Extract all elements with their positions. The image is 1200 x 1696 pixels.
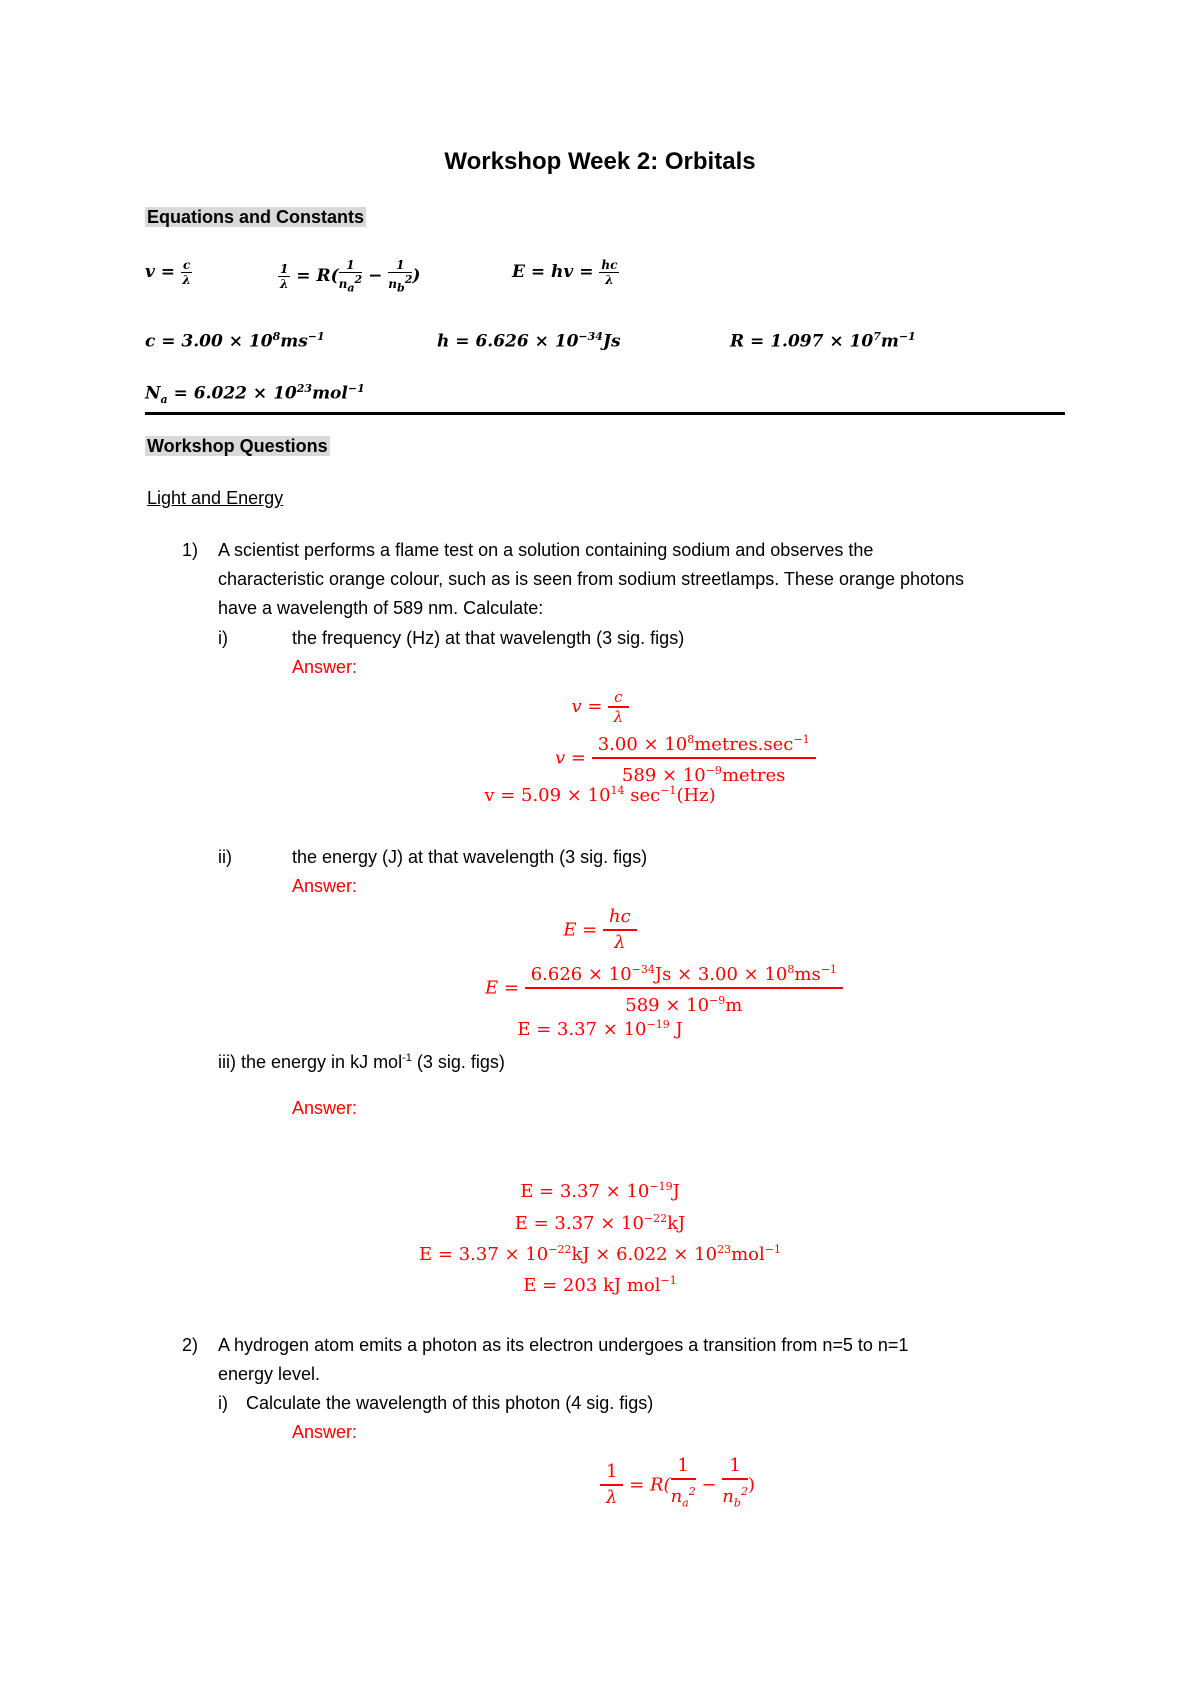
- q2-i-answer-label: Answer:: [292, 1422, 358, 1442]
- energy-equation: E = hv = $\frac{hc}{\lambda}$: [512, 258, 618, 287]
- frequency-equation: v = $\frac{c}{\lambda}$: [145, 258, 191, 287]
- q1-ii-eq1: E = $\frac{hc}{\lambda}$: [0, 905, 1200, 955]
- q2-rydberg-equation: $\frac{1}{\lambda}$ = R( $\frac{1}{n_a^2}$ − $\frac{1}{n_b^2}$ ): [600, 1454, 755, 1516]
- rydberg-constant: $R = 1.097 \times 10^7m^{-1}$: [730, 330, 916, 352]
- q1-text-line3: have a wavelength of 589 nm. Calculate:: [218, 598, 544, 618]
- q1-i-label: i): [218, 628, 228, 648]
- q1-ii-eq2: E = $\frac{6.626 \times 10^{-34}Js \times 3.00 \times 10^8ms^{-1}}{589 \times 10^{-9}m}$: [485, 958, 843, 1018]
- q1-text-line2: characteristic orange colour, such as is seen from sodium streetlamps. These orange photons: [218, 569, 965, 589]
- section-title: Light and Energy: [147, 488, 284, 508]
- q1-ii-eq3: $E = 3.37 \times 10^{-19}$ J: [517, 1018, 683, 1040]
- rydberg-equation: $\frac{1}{\lambda}$ = R( $\frac{1}{na2}$ − $\frac{1}{nb2}$ ): [279, 258, 421, 295]
- q1-i-eq1: v = $\frac{c}{\lambda}$: [0, 688, 1200, 726]
- q2-text-line1: A hydrogen atom emits a photon as its electron undergoes a transition from n=5 to n=1: [218, 1335, 909, 1355]
- q1-i-text: the frequency (Hz) at that wavelength (3 sig. figs): [292, 628, 685, 648]
- page-title: Workshop Week 2: Orbitals: [444, 148, 756, 175]
- q1-number: 1): [182, 540, 199, 560]
- q1-i-eq2: v = $\frac{3.00 \times 10^8metres.\sec^{-1}}{589 \times 10^{-9}metres}$: [555, 728, 816, 788]
- planck-constant: $h = 6.626 \times 10^{-34}Js$: [437, 330, 621, 352]
- c-over-lambda: $\frac{c}{\lambda}$: [182, 258, 191, 287]
- q1-iii-line2: $E = 3.37 \times 10^{-22}kJ$: [514, 1212, 686, 1234]
- q2-i-label: i): [218, 1393, 228, 1413]
- q1-iii-line3: $E = 3.37 \times 10^{-22}kJ \times 6.022 \times 10^{23}mol^{-1}$: [419, 1243, 781, 1265]
- questions-heading: Workshop Questions: [147, 436, 328, 456]
- horizontal-divider: [145, 412, 1065, 415]
- avogadro-constant: $N_a = 6.022 \times 10^{23}mol^{-1}$: [145, 382, 365, 407]
- q1-iii-line4: E = 203 kJ mol$^{-1}$: [523, 1274, 677, 1296]
- q1-i-answer-label: Answer:: [292, 657, 358, 677]
- equations-heading: Equations and Constants: [147, 207, 365, 227]
- q1-text-line1: A scientist performs a flame test on a solution containing sodium and observes the: [218, 540, 874, 560]
- q1-iii-text: iii) the energy in kJ mol$^{-1}$ (3 sig. figs): [218, 1052, 505, 1072]
- q1-ii-answer-label: Answer:: [292, 876, 358, 896]
- q2-i-text: Calculate the wavelength of this photon (4 sig. figs): [246, 1393, 654, 1413]
- q1-iii-line1: $E = 3.37 \times 10^{-19}J$: [520, 1180, 680, 1202]
- speed-of-light-constant: $c = 3.00 \times 10^8ms^{-1}$: [145, 330, 325, 352]
- q1-i-eq3: $v = 5.09 \times 10^{14}$ $\sec^{-1}(Hz)$: [484, 784, 716, 806]
- q1-ii-label: ii): [218, 847, 232, 867]
- q2-number: 2): [182, 1335, 199, 1355]
- q1-iii-answer-label: Answer:: [292, 1098, 358, 1118]
- q1-ii-text: the energy (J) at that wavelength (3 sig. figs): [292, 847, 648, 867]
- q2-text-line2: energy level.: [218, 1364, 321, 1384]
